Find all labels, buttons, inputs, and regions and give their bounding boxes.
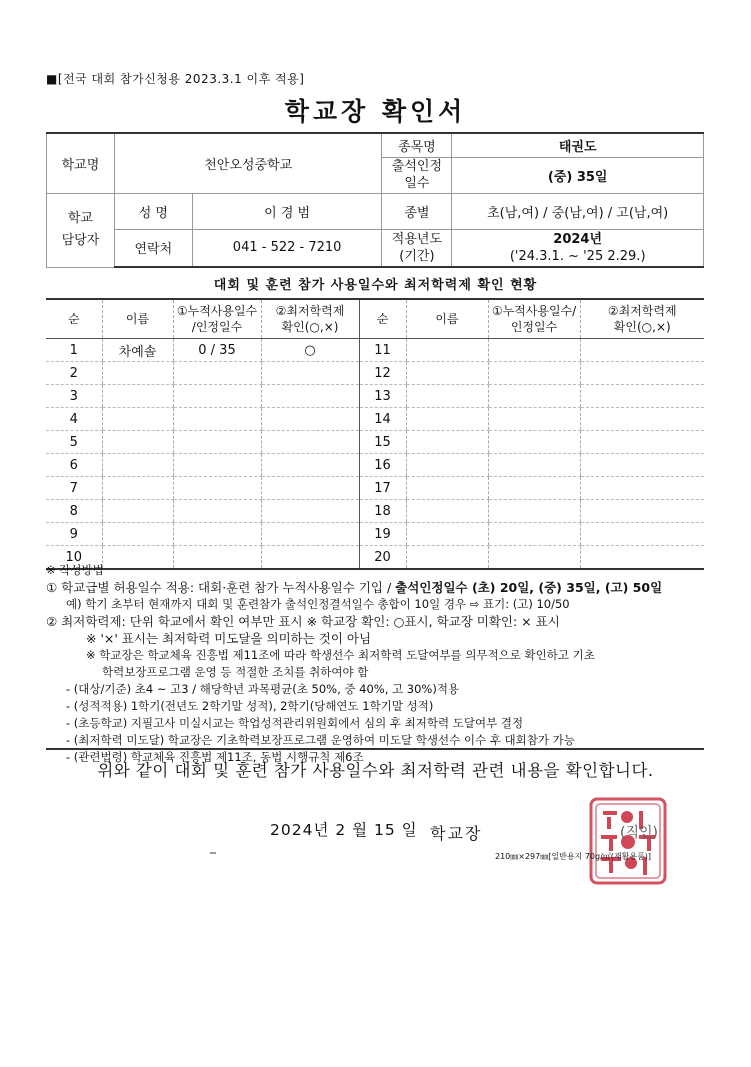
row-no: 10 (46, 546, 102, 570)
instruction-note-x: ※ '×' 표시는 최저학력 미도달을 의미하는 것이 아님 (86, 631, 372, 646)
row-days: 0 / 35 (173, 339, 261, 362)
instruction-1-example: 예) 학기 초부터 현재까지 대회 및 훈련참가 출석인정결석일수 총합이 10일 경우 ⇨ 표기: (고) 10/50 (66, 597, 570, 611)
row-check (261, 385, 359, 408)
row-no: 12 (359, 362, 406, 385)
row-days (488, 431, 580, 454)
row-name (406, 385, 488, 408)
row-check (580, 339, 704, 362)
list-title: 대회 및 훈련 참가 사용일수와 최저학력제 확인 현황 (213, 278, 538, 293)
seal-mark-label: (직인) (620, 825, 658, 841)
row-check (261, 454, 359, 477)
table-row (46, 500, 704, 523)
instruction-grades: - (성적적용) 1학기(전년도 2학기말 성적), 2학기(당해연도 1학기말 성적) (66, 699, 434, 713)
school-info-table (46, 132, 704, 268)
row-check (580, 477, 704, 500)
page-title: 학교장 확인서 (284, 97, 467, 126)
divider (46, 748, 704, 750)
row-days (173, 431, 261, 454)
instruction-1-bold: 출석인정일수 (초) 20일, (중) 35일, (고) 50일 (395, 580, 663, 595)
row-no: 14 (359, 408, 406, 431)
row-name (102, 408, 173, 431)
table-row (46, 477, 704, 500)
attend-days-value: (중) 35일 (452, 157, 704, 193)
row-days (173, 454, 261, 477)
instructions-heading: ※ 작성방법 (46, 563, 104, 577)
participant-table (46, 298, 704, 570)
table-row (46, 408, 704, 431)
year-label: 적용년도 (기간) (382, 229, 452, 267)
row-check (580, 500, 704, 523)
row-days (173, 385, 261, 408)
instruction-target: - (대상/기준) 초4 ~ 고3 / 해당학년 과목평균(초 50%, 중 40%, 고 30%)적용 (66, 682, 460, 696)
row-days (488, 408, 580, 431)
row-days (488, 339, 580, 362)
row-check (580, 431, 704, 454)
row-no: 11 (359, 339, 406, 362)
col-days-right: ①누적사용일수/ 인정일수 (488, 299, 580, 339)
row-check (580, 454, 704, 477)
manager-label: 학교 담당자 (47, 193, 115, 267)
issue-date: 2024년 2 월 15 일 (270, 821, 418, 839)
sport-label: 종목명 (382, 133, 452, 157)
row-check (261, 523, 359, 546)
row-days (173, 477, 261, 500)
manager-name-value: 이 경 범 (192, 193, 382, 229)
row-days (173, 362, 261, 385)
col-no: 순 (46, 299, 102, 339)
row-check (580, 362, 704, 385)
instruction-elementary: - (초등학교) 지필고사 미실시교는 학업성적관리위원회에서 심의 후 최저학력 도달여부 결정 (66, 716, 524, 730)
row-name (102, 454, 173, 477)
sport-value: 태권도 (452, 133, 704, 157)
table-row (46, 339, 704, 362)
paper-spec: 210㎜×297㎜[일반용지 70g/㎡(재활용품)] (495, 852, 652, 861)
row-name (406, 408, 488, 431)
row-no: 6 (46, 454, 102, 477)
table-row (46, 362, 704, 385)
row-check (261, 408, 359, 431)
instructions (46, 562, 711, 766)
row-check (261, 477, 359, 500)
row-name (406, 431, 488, 454)
row-name (406, 454, 488, 477)
row-no: 1 (46, 339, 102, 362)
row-no: 13 (359, 385, 406, 408)
row-name (102, 362, 173, 385)
col-name: 이름 (102, 299, 173, 339)
table-row (46, 454, 704, 477)
row-name (406, 339, 488, 362)
instruction-1-text: ① 학교급별 허용일수 적용: 대회·훈련 참가 누적사용일수 기입 / (46, 580, 396, 595)
row-no: 18 (359, 500, 406, 523)
row-name: 차예솔 (102, 339, 173, 362)
school-name-value: 천안오성중학교 (114, 133, 382, 193)
row-name (406, 500, 488, 523)
col-check: ②최저학력제 확인(○,×) (261, 299, 359, 339)
row-check (580, 385, 704, 408)
row-check (261, 431, 359, 454)
principal-label: 학교장 (430, 824, 483, 843)
col-no-right: 순 (359, 299, 406, 339)
row-days (488, 523, 580, 546)
table-row (46, 431, 704, 454)
row-check (261, 362, 359, 385)
row-no: 7 (46, 477, 102, 500)
col-check-right: ②최저학력제 확인(○,×) (580, 299, 704, 339)
row-no: 17 (359, 477, 406, 500)
row-no: 8 (46, 500, 102, 523)
row-check (580, 408, 704, 431)
row-no: 4 (46, 408, 102, 431)
instruction-1 (46, 579, 711, 596)
row-check: ○ (261, 339, 359, 362)
row-name (102, 477, 173, 500)
row-no: 5 (46, 431, 102, 454)
table-header-row (46, 299, 704, 339)
row-no: 19 (359, 523, 406, 546)
row-no: 16 (359, 454, 406, 477)
row-days (488, 500, 580, 523)
row-no: 9 (46, 523, 102, 546)
row-name (102, 523, 173, 546)
instruction-2: ② 최저학력제: 단위 학교에서 확인 여부만 표시 ※ 학교장 확인: ○표시, 학교장 미확인: × 표시 (46, 614, 560, 629)
row-name (406, 362, 488, 385)
row-days (173, 523, 261, 546)
confirmation-statement: 위와 같이 대회 및 훈련 참가 사용일수와 최저학력 관련 내용을 확인합니다. (97, 761, 654, 780)
col-name-right: 이름 (406, 299, 488, 339)
table-row (46, 523, 704, 546)
period-value: ('24.3.1. ~ '25 2.29.) (509, 248, 646, 264)
row-days (488, 477, 580, 500)
row-days (488, 385, 580, 408)
col-days: ①누적사용일수 /인정일수 (173, 299, 261, 339)
manager-name-label: 성 명 (114, 193, 192, 229)
instruction-note-principal-cont: 학력보장프로그램 운영 등 적절한 조치를 취하여야 함 (102, 665, 369, 679)
row-name (102, 431, 173, 454)
school-name-label: 학교명 (47, 133, 115, 193)
row-days (173, 500, 261, 523)
table-row (46, 385, 704, 408)
contact-label: 연락처 (114, 229, 192, 267)
year-value: 2024년 (553, 231, 603, 247)
category-label: 종별 (382, 193, 452, 229)
form-usage-tag: ■[전국 대회 참가신청용 2023.3.1 이후 적용] (46, 72, 305, 86)
attend-days-label: 출석인정 일수 (382, 157, 452, 193)
row-no: 20 (359, 546, 406, 570)
row-check (261, 500, 359, 523)
category-value: 초(남,여) / 중(남,여) / 고(남,여) (452, 193, 704, 229)
row-name (102, 385, 173, 408)
instruction-note-principal: ※ 학교장은 학교체육 진흥법 제11조에 따라 학생선수 최저학력 도달여부를 의무적으로 확인하고 기초 (86, 648, 595, 662)
row-name (406, 523, 488, 546)
row-name (102, 500, 173, 523)
scan-mark (210, 852, 216, 854)
row-check (580, 523, 704, 546)
year-cell (452, 229, 704, 267)
row-days (488, 454, 580, 477)
contact-value: 041 - 522 - 7210 (192, 229, 382, 267)
row-days (488, 362, 580, 385)
row-no: 3 (46, 385, 102, 408)
row-no: 15 (359, 431, 406, 454)
row-days (173, 408, 261, 431)
instruction-law: - (관련법령) 학교체육 진흥법 제11조, 동법 시행규칙 제6조 (66, 750, 364, 764)
row-no: 2 (46, 362, 102, 385)
row-name (406, 477, 488, 500)
instruction-below-min: - (최저학력 미도달) 학교장은 기초학력보장프로그램 운영하여 미도달 학생선수 이수 후 대회참가 가능 (66, 733, 575, 747)
